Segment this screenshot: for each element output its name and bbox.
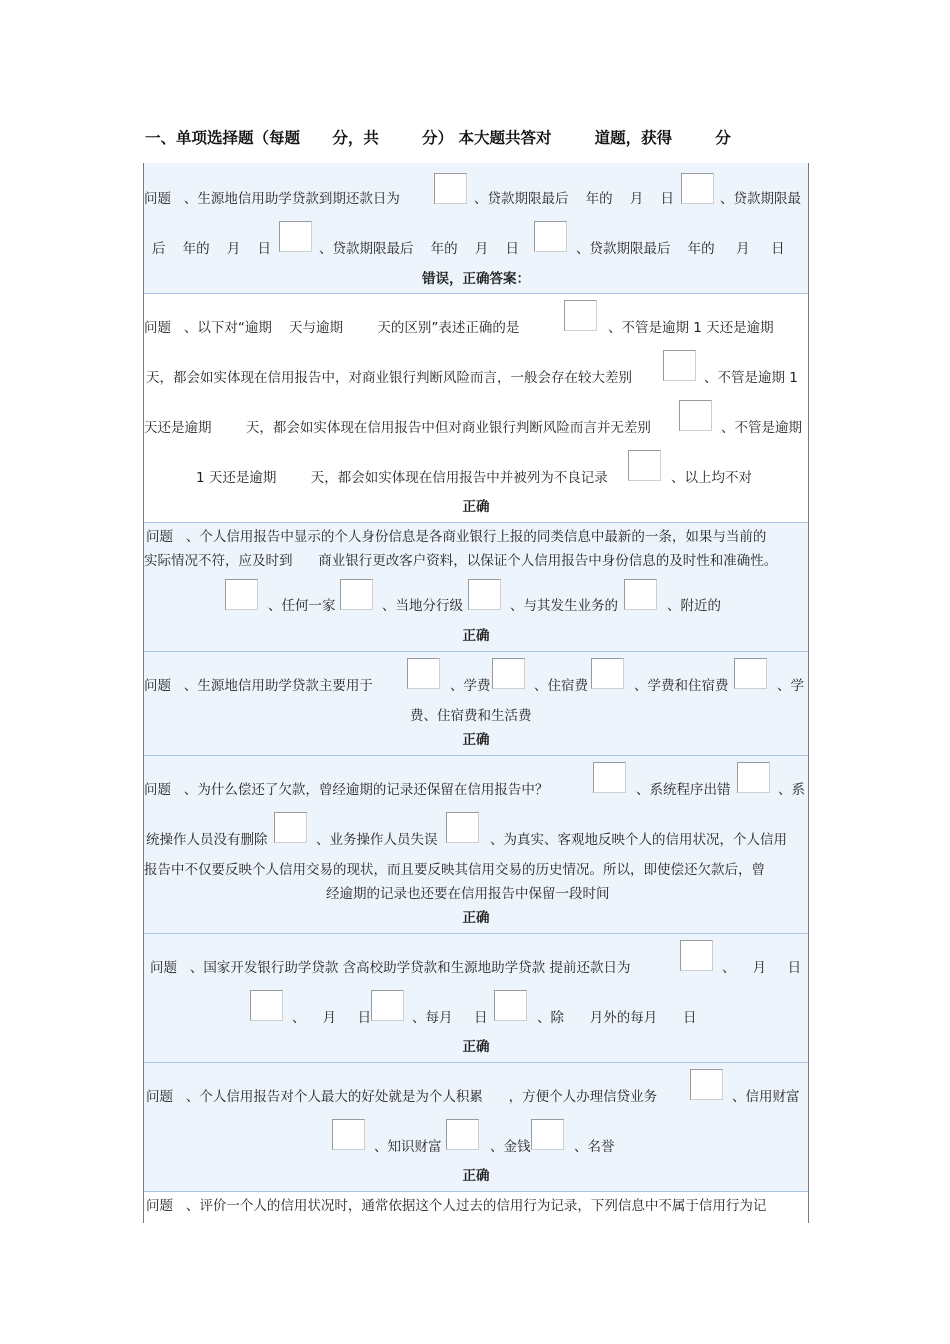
question-6-text: 问题 、国家开发银行助学贷款 含高校助学贷款和生源地助学贷款 提前还款日为 (150, 960, 631, 976)
option-d-text-cont: 报告中不仅要反映个人信用交易的现状，而且要反映其信用交易的历史情况。所以，即使偿还欠款后，曾 (144, 862, 765, 878)
option-c-text: 、业务操作人员失误 (316, 832, 438, 848)
option-d-text: 、以上均不对 (671, 470, 752, 486)
question-8 (144, 1192, 808, 1223)
option-d-text-cont: 费、住宿费和生活费 (410, 708, 532, 724)
answer-box-d[interactable] (624, 579, 657, 610)
question-7-text: 问题 、个人信用报告对个人最大的好处就是为个人积累 ，方便个人办理信贷业务 (146, 1089, 658, 1105)
answer-box-c[interactable] (591, 658, 624, 689)
answer-box-c[interactable] (679, 400, 712, 431)
option-b-text: 、住宿费 (534, 678, 588, 694)
answer-box-c[interactable] (279, 221, 312, 252)
answer-box-d[interactable] (534, 221, 567, 252)
result-label: 正确 (462, 499, 490, 515)
option-d-text: 、名誉 (574, 1139, 615, 1155)
answer-box-d[interactable] (531, 1119, 564, 1150)
answer-box-c[interactable] (468, 579, 501, 610)
option-b-text: 、知识财富 (374, 1139, 442, 1155)
option-c-text: 、不管是逾期 (721, 420, 802, 436)
question-1 (144, 163, 808, 294)
quiz-table (143, 163, 809, 1223)
option-d-text-end: 经逾期的记录也还要在信用报告中保留一段时间 (326, 886, 610, 902)
answer-box-d[interactable] (734, 658, 767, 689)
result-label: 正确 (462, 732, 490, 748)
option-b-text: 、贷款期限最 (720, 191, 801, 207)
question-2-text: 问题 、以下对“逾期 天与逾期 天的区别”表述正确的是 (144, 320, 520, 336)
result-label: 错误，正确答案： (422, 271, 530, 287)
question-5 (144, 756, 808, 934)
question-5-text: 问题 、为什么偿还了欠款，曾经逾期的记录还保留在信用报告中？ (144, 782, 549, 798)
question-1-text: 问题 、生源地信用助学贷款到期还款日为 (144, 191, 400, 207)
question-3-text-cont: 实际情况不符，应及时到 商业银行更改客户资料，以保证个人信用报告中身份信息的及时性和准确性。 (144, 553, 778, 569)
option-a-text: 、任何一家 (268, 598, 336, 614)
option-c-text: 、金钱 (490, 1139, 531, 1155)
section-heading: 一、单项选择题（每题 分，共 分） 本大题共答对 道题，获得 分 (145, 129, 731, 147)
answer-box-a[interactable] (225, 579, 258, 610)
option-d-text: 、除 月外的每月 日 (537, 1010, 697, 1026)
answer-box-a[interactable] (680, 940, 713, 971)
option-b-text: 、 月 日 (292, 1010, 372, 1026)
option-b-text: 、当地分行级 (382, 598, 463, 614)
option-c-text: 、每月 日 (412, 1010, 488, 1026)
option-b-text: 、不管是逾期 1 (704, 370, 798, 386)
option-a-text: 、系统程序出错 (636, 782, 731, 798)
answer-box-d[interactable] (494, 990, 527, 1021)
answer-box-b[interactable] (492, 658, 525, 689)
answer-box-a[interactable] (434, 173, 467, 204)
question-3 (144, 523, 808, 652)
question-6 (144, 934, 808, 1063)
option-d-text: 、贷款期限最后 年的 月 日 (576, 241, 785, 257)
question-4 (144, 652, 808, 756)
question-2 (144, 294, 808, 523)
option-b-text-cont: 后 年的 月 日 (152, 241, 271, 257)
answer-box-b[interactable] (737, 762, 770, 793)
answer-box-c[interactable] (371, 990, 404, 1021)
answer-box-a[interactable] (690, 1069, 723, 1100)
answer-box-b[interactable] (332, 1119, 365, 1150)
answer-box-c[interactable] (274, 812, 307, 843)
option-a-text-cont: 天，都会如实体现在信用报告中，对商业银行判断风险而言，一般会存在较大差别 (146, 370, 632, 386)
answer-box-a[interactable] (564, 300, 597, 331)
option-a-text: 、信用财富 (732, 1089, 800, 1105)
answer-box-b[interactable] (250, 990, 283, 1021)
option-c-text: 、与其发生业务的 (510, 598, 618, 614)
option-a-text: 、不管是逾期 1 天还是逾期 (608, 320, 774, 336)
answer-box-b[interactable] (663, 350, 696, 381)
option-d-text: 、附近的 (667, 598, 721, 614)
option-c-text: 、学费和住宿费 (634, 678, 729, 694)
option-d-text: 、学 (777, 678, 804, 694)
answer-box-d[interactable] (628, 450, 661, 481)
option-b-text: 、系 (778, 782, 805, 798)
question-3-text: 问题 、个人信用报告中显示的个人身份信息是各商业银行上报的同类信息中最新的一条，如果与当前的 (146, 529, 767, 545)
option-b-text-cont: 统操作人员没有删除 (146, 832, 268, 848)
question-4-text: 问题 、生源地信用助学贷款主要用于 (144, 678, 373, 694)
result-label: 正确 (462, 1039, 490, 1055)
result-label: 正确 (462, 1168, 490, 1184)
option-d-text: 、为真实、客观地反映个人的信用状况，个人信用 (490, 832, 787, 848)
option-c-text: 、贷款期限最后 年的 月 日 (319, 241, 519, 257)
answer-box-d[interactable] (446, 812, 479, 843)
question-7 (144, 1063, 808, 1192)
option-a-text: 、贷款期限最后 年的 月 日 (474, 191, 674, 207)
question-8-text: 问题 、评价一个人的信用状况时，通常依据这个人过去的信用行为记录，下列信息中不属于信用行为记 (146, 1198, 767, 1214)
option-c-text-cont: 1 天还是逾期 天，都会如实体现在信用报告中并被列为不良记录 (196, 470, 608, 486)
option-b-text-cont: 天还是逾期 天，都会如实体现在信用报告中但对商业银行判断风险而言并无差别 (144, 420, 651, 436)
answer-box-b[interactable] (340, 579, 373, 610)
answer-box-c[interactable] (446, 1119, 479, 1150)
result-label: 正确 (462, 910, 490, 926)
result-label: 正确 (462, 628, 490, 644)
option-a-text: 、 月 日 (722, 960, 802, 976)
option-a-text: 、学费 (450, 678, 491, 694)
answer-box-a[interactable] (593, 762, 626, 793)
answer-box-a[interactable] (407, 658, 440, 689)
answer-box-b[interactable] (681, 173, 714, 204)
